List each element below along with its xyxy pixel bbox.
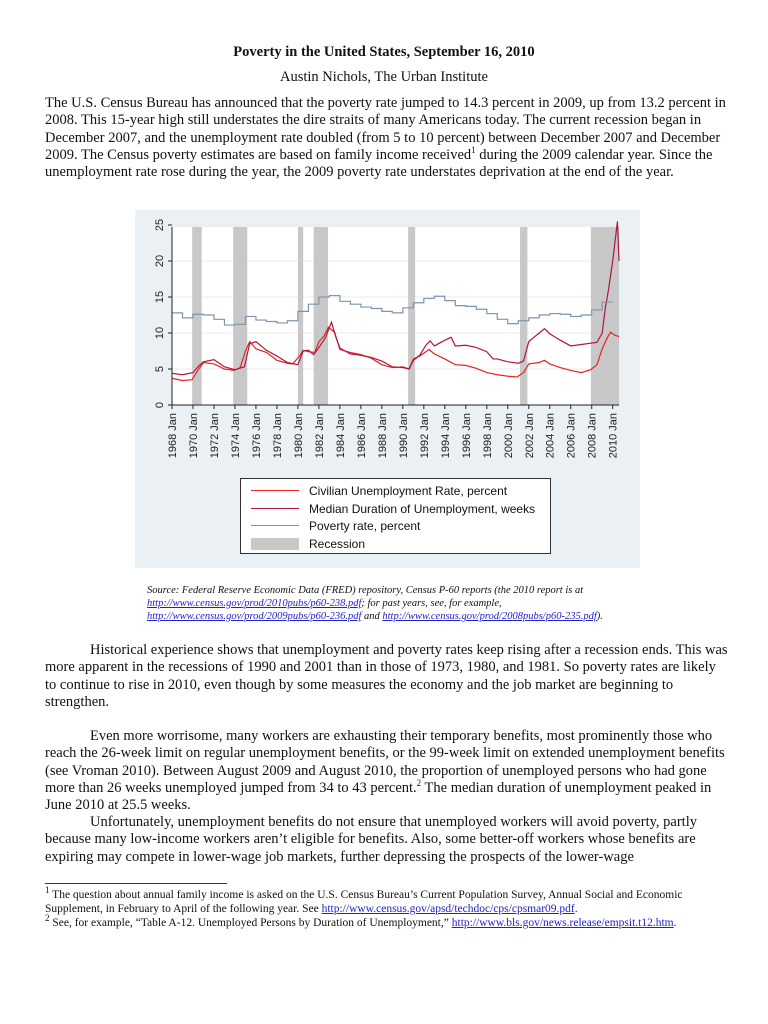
x-tick-label: 1986 Jan: [355, 413, 368, 459]
footnote-number: 1: [45, 885, 50, 896]
footnote-text: .: [673, 917, 677, 929]
paragraph-3-text-b: The median duration of unemployment peaked in June 2010 at 25.5 weeks.: [45, 779, 712, 814]
paragraph-1: [45, 95, 730, 181]
paragraph-2: Historical experience shows that unemployment and poverty rates keep rising after a recession ends. This was more apparent in the recessions of 1990 and 2001 than in those of 1973, 1980, and 1981. So poverty rates are likely to continue to rise in 2010, even though by some measures the economy and the job market are beginning to strengthen.: [45, 642, 728, 710]
legend-item-poverty: [251, 517, 420, 534]
x-tick-label: 2000 Jan: [502, 413, 515, 459]
x-tick-label: 1994 Jan: [439, 413, 452, 459]
recession-band: [314, 227, 328, 405]
legend-item-recession: [251, 535, 365, 552]
footnote-ref-2[interactable]: 2: [416, 778, 422, 789]
y-tick-label: 20: [154, 254, 166, 268]
x-tick-label: 2006 Jan: [565, 413, 578, 459]
source-text: ; for past years, see, for example,: [361, 598, 502, 609]
legend-swatch: [251, 508, 299, 509]
y-tick-label: 5: [154, 365, 166, 373]
source-link-2009[interactable]: http://www.census.gov/prod/2009pubs/p60-236.pdf: [147, 611, 362, 622]
legend-swatch: [251, 525, 299, 526]
paragraph-3-text-a: Even more worrisome, many workers are exhausting their temporary benefits, most prominently those who reach the 26-week limit on regular unemployment benefits, or the 99-week limit on extended unemployment benefits (see Vroman 2010). Between August 2009 and August 2010, the proportion of unemployed persons who had gone more than 26 weeks unemployed jumped from 34 to 43 percent.: [45, 728, 725, 796]
source-link-2010[interactable]: http://www.census.gov/prod/2010pubs/p60-238.pdf: [147, 598, 362, 609]
x-tick-label: 1968 Jan: [167, 413, 179, 459]
x-tick-label: 1990 Jan: [397, 413, 410, 459]
footnote-2: [45, 913, 735, 930]
document-title: Poverty in the United States, September 16, 2010: [233, 44, 535, 60]
x-tick-label: 1992 Jan: [418, 413, 431, 459]
x-tick-label: 1988 Jan: [376, 413, 389, 459]
footnote-number: 2: [45, 913, 50, 924]
x-tick-label: 2008 Jan: [586, 413, 599, 459]
x-tick-label: 2010 Jan: [607, 413, 620, 459]
source-text: Source: Federal Reserve Economic Data (FRED) repository, Census P-60 reports (the 2010 report is at: [147, 585, 584, 596]
footnote-text: See, for example, “Table A-12. Unemployed Persons by Duration of Unemployment,”: [49, 917, 452, 929]
footnote-link[interactable]: http://www.census.gov/apsd/techdoc/cps/cpsmar09.pdf: [321, 903, 575, 915]
x-tick-label: 1974 Jan: [229, 413, 242, 459]
x-tick-label: 1980 Jan: [292, 413, 305, 459]
recession-band: [298, 227, 303, 405]
recession-band: [408, 227, 415, 405]
source-text: and: [361, 611, 383, 622]
footnote-text: .: [574, 903, 578, 915]
paragraph-1-text-a: The U.S. Census Bureau has announced that the poverty rate jumped to 14.3 percent in 2009, up from 13.2 percent in 2008. This 15-year high still understates the dire straits of many Americans today. The current recession began in December 2007, and the unemployment rate doubled (from 5 to 10 percent) between December 2007 and December 2009. The Census poverty estimates are based on family income received: [45, 95, 726, 163]
footnote-text: The question about annual family income is asked on the U.S. Census Bureau’s Current Population Survey, Annual Social and Economic Supplement, in February to April of the following year. See: [45, 889, 683, 915]
recession-band: [520, 227, 527, 405]
legend-label: Civilian Unemployment Rate, percent: [309, 483, 508, 498]
footnote-1: [45, 885, 735, 916]
x-tick-label: 1998 Jan: [481, 413, 494, 459]
x-tick-label: 1978 Jan: [271, 413, 284, 459]
source-link-2008[interactable]: http://www.census.gov/prod/2008pubs/p60-235.pdf: [382, 611, 597, 622]
x-tick-label: 1976 Jan: [250, 413, 263, 459]
chart-legend: [240, 478, 551, 554]
paragraph-4: Unfortunately, unemployment benefits do not ensure that unemployed workers will avoid poverty, partly because many low-income workers aren’t eligible for benefits. Also, some better-off workers whose benefits are expiring may compete in lower-wage job markets, further depressing the prospects of the lower-wage: [45, 814, 697, 865]
source-text: ).: [596, 611, 603, 622]
y-tick-label: 15: [154, 290, 166, 304]
legend-swatch: [251, 538, 299, 550]
x-tick-label: 1970 Jan: [187, 413, 200, 459]
footnote-ref-1[interactable]: 1: [471, 145, 476, 156]
footnote-link[interactable]: http://www.bls.gov/news.release/empsit.t12.htm: [451, 917, 674, 929]
legend-label: Median Duration of Unemployment, weeks: [309, 501, 536, 516]
legend-swatch: [251, 490, 299, 491]
legend-label: Poverty rate, percent: [309, 518, 421, 533]
paragraph-3: [45, 728, 730, 814]
x-tick-label: 1972 Jan: [208, 413, 221, 459]
x-tick-label: 1996 Jan: [460, 413, 473, 459]
legend-label: Recession: [309, 536, 366, 551]
author-line: Austin Nichols, The Urban Institute: [280, 69, 488, 85]
x-tick-label: 2004 Jan: [544, 413, 557, 459]
legend-item-duration: [251, 500, 535, 517]
paragraph-1-text-b: during the 2009 calendar year. Since the unemployment rate rose during the year, the 2009 poverty rate understates deprivation at the end of the year.: [45, 146, 713, 181]
x-tick-label: 2002 Jan: [523, 413, 536, 459]
y-tick-label: 0: [154, 401, 166, 409]
x-tick-label: 1982 Jan: [313, 413, 326, 459]
footnotes: [45, 885, 735, 930]
y-tick-label: 25: [154, 218, 166, 232]
chart-source-note: [147, 584, 627, 623]
x-tick-label: 1984 Jan: [334, 413, 347, 459]
legend-item-unemployment: [251, 482, 507, 499]
y-tick-label: 10: [154, 326, 166, 340]
footnote-divider: [45, 883, 227, 884]
chart-panel: [135, 210, 640, 568]
